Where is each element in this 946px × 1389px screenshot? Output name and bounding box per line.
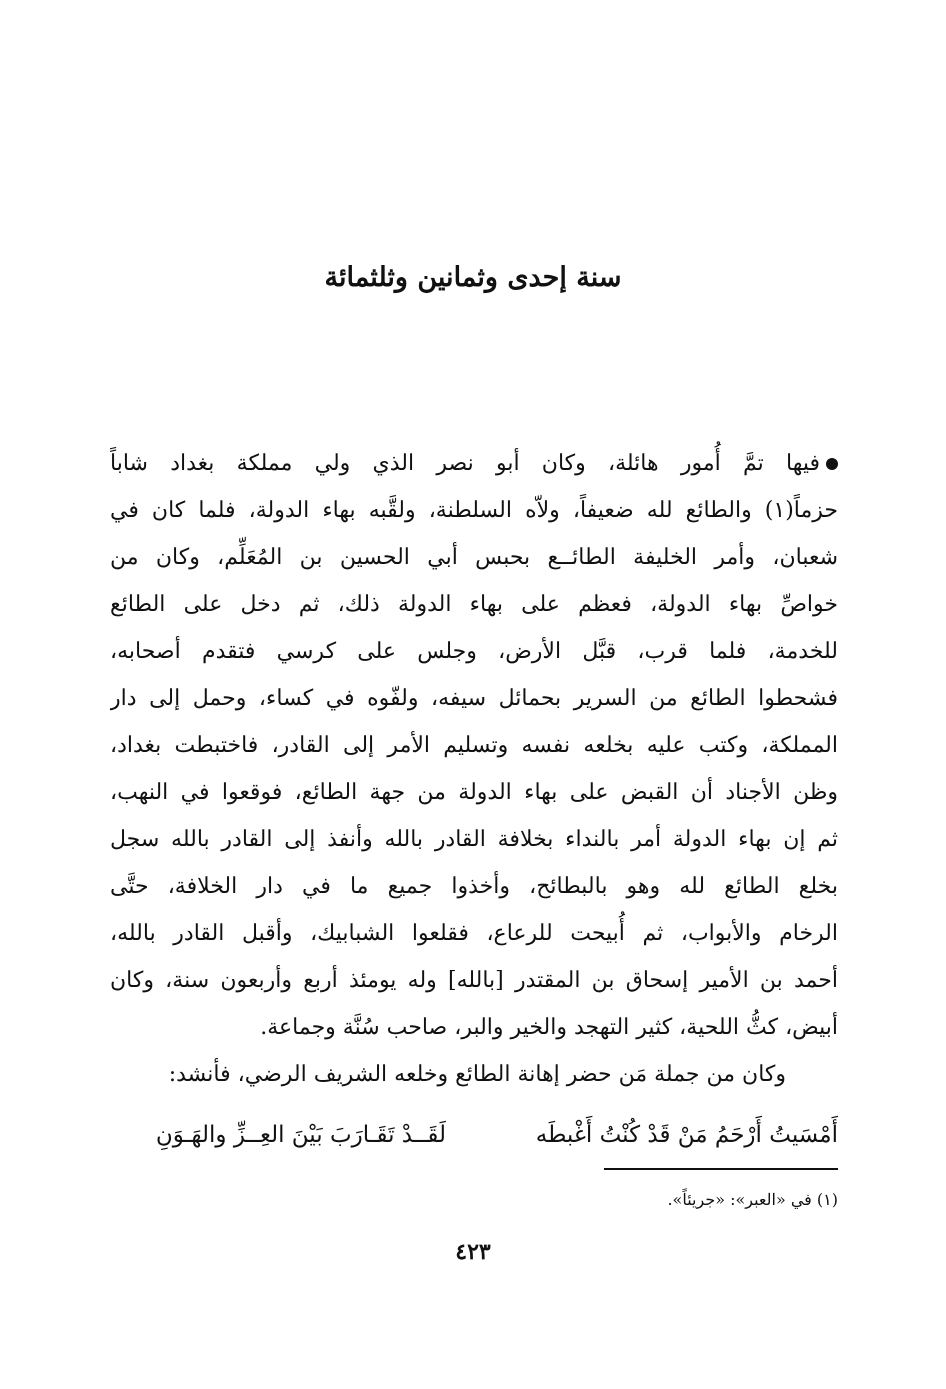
text-line: فيها تمَّ أُمور هائلة، وكان أبو نصر الذي ولي مملكة بغداد شاباً <box>110 440 838 487</box>
text-line: بخلع الطائع لله وهو بالبطائح، وأخذوا جميع ما في دار الخلافة، حتَّى <box>110 874 838 899</box>
main-text <box>110 440 838 1098</box>
page-number: ٤٢٣ <box>455 1239 491 1265</box>
text-line: شعبان، وأمر الخليفة الطائــع بحبس أبي الحسين بن المُعَلِّم، وكان من <box>110 545 838 570</box>
text-line: للخدمة، فلما قرب، قبَّل الأرض، وجلس على كرسي فتقدم أصحابه، <box>110 639 838 664</box>
footnote: (١) في «العبر»: «جريئاً». <box>667 1190 838 1209</box>
text-line: حزماً(١) والطائع لله ضعيفاً، ولاّه السلطنة، ولقَّبه بهاء الدولة، فلما كان في <box>110 498 838 523</box>
text-line: أحمد بن الأمير إسحاق بن المقتدر [بالله] وله يومئذ أربع وأربعون سنة، وكان <box>110 968 838 993</box>
text-line: خواصِّ بهاء الدولة، فعظم على بهاء الدولة ذلك، ثم دخل على الطائع <box>110 592 838 617</box>
chapter-title: سنة إحدى وثمانين وثلثمائة <box>324 262 622 293</box>
verse-second-hemistich: لَقَــدْ تَقَـارَبَ بَيْنَ العِــزِّ والهَـوَنِ <box>155 1122 446 1148</box>
paragraph-2: وكان من جملة مَن حضر إهانة الطائع وخلعه الشريف الرضي، فأنشد: <box>168 1062 786 1087</box>
bullet-icon <box>826 458 838 470</box>
footnote-divider <box>604 1168 838 1170</box>
text-line: فشحطوا الطائع من السرير بحمائل سيفه، ولفّوه في كساء، وحمل إلى دار <box>110 686 838 711</box>
text-line: المملكة، وكتب عليه بخلعه نفسه وتسليم الأمر إلى القادر، فاختبطت بغداد، <box>110 733 838 758</box>
poetry-verse <box>110 1112 838 1159</box>
text-line: ثم إن بهاء الدولة أمر بالنداء بخلافة القادر بالله وأنفذ إلى القادر بالله سجل <box>110 827 838 852</box>
verse-first-hemistich: أَمْسَيتُ أَرْحَمُ مَنْ قَدْ كُنْتُ أَغْبطَه <box>535 1122 838 1148</box>
text-line: وظن الأجناد أن القبض على بهاء الدولة من جهة الطائع، فوقعوا في النهب، <box>110 780 838 805</box>
text-line: أبيض، كثُّ اللحية، كثير التهجد والخير والبر، صاحب سُنَّة وجماعة. <box>260 1015 838 1040</box>
text-line: الرخام والأبواب، ثم أُبيحت للرعاع، فقلعوا الشبابيك، وأقبل القادر بالله، <box>110 921 838 946</box>
